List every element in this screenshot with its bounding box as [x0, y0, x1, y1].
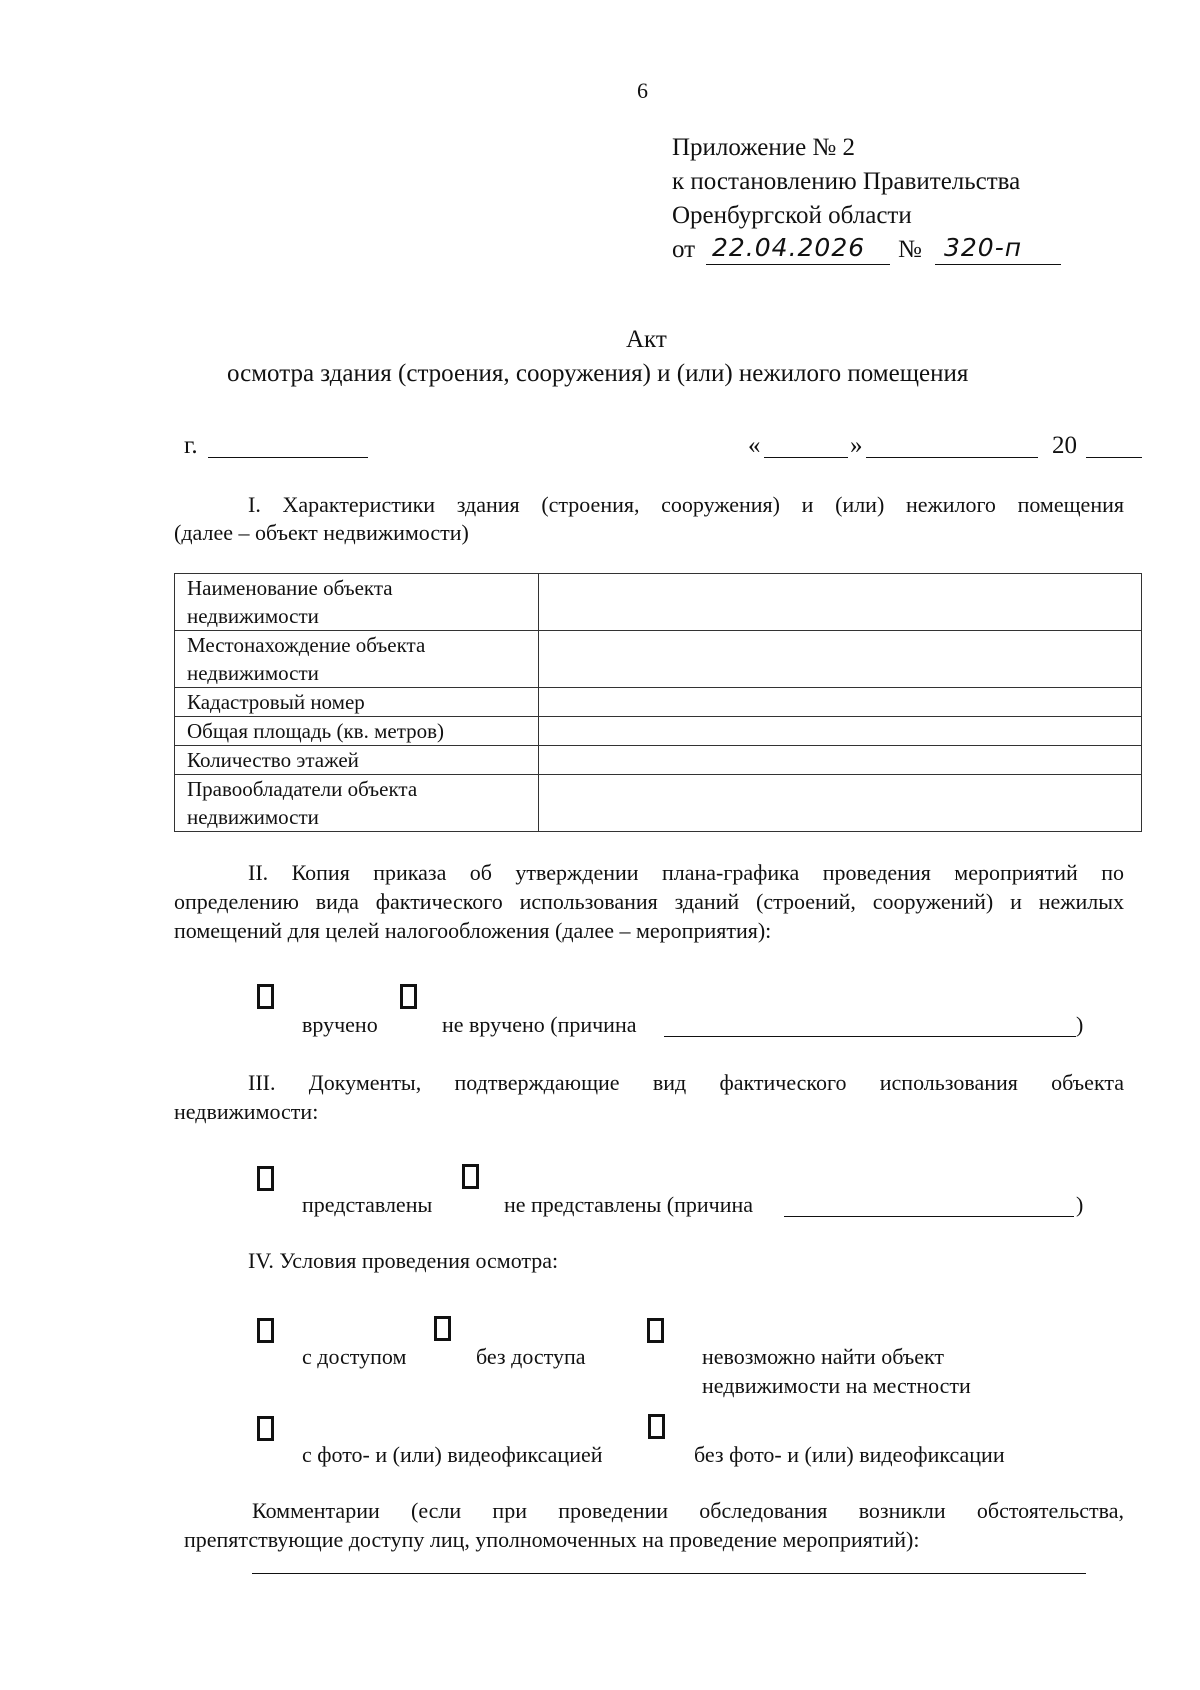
with-photo-label: с фото- и (или) видеофиксацией	[302, 1442, 603, 1467]
reason-close-paren: )	[1076, 1192, 1084, 1217]
section-3-heading: III. Документы, подтверждающие вид фактического использования объекта	[248, 1070, 1124, 1095]
city-field[interactable]	[208, 457, 368, 458]
quote-open: «	[748, 432, 761, 459]
date-underline	[706, 264, 890, 265]
appendix-line-2: к постановлению Правительства	[672, 168, 1021, 195]
section-4-heading: IV. Условия проведения осмотра:	[248, 1248, 559, 1273]
month-field[interactable]	[866, 457, 1038, 458]
handwritten-date: 22.04.2026	[712, 233, 866, 262]
without-access-checkbox[interactable]	[434, 1316, 451, 1341]
cannot-find-label-cont: недвижимости на местности	[702, 1373, 971, 1398]
not-handed-checkbox[interactable]	[400, 984, 417, 1009]
reason-field[interactable]	[784, 1216, 1074, 1217]
comments-heading-cont: препятствующие доступу лиц, уполномоченных на проведение мероприятий):	[184, 1527, 920, 1552]
year-prefix: 20	[1052, 432, 1077, 459]
section-1-heading-cont: (далее – объект недвижимости)	[174, 520, 469, 545]
document-subtitle: осмотра здания (строения, сооружения) и (или) нежилого помещения	[227, 360, 969, 387]
city-label: г.	[184, 432, 198, 459]
with-access-label: с доступом	[302, 1344, 407, 1369]
section-3-heading-cont: недвижимости:	[174, 1099, 319, 1124]
table-value-cell[interactable]	[539, 688, 1142, 717]
without-photo-checkbox[interactable]	[648, 1414, 665, 1439]
appendix-from-label: от	[672, 236, 696, 263]
comments-field[interactable]	[252, 1573, 1086, 1574]
appendix-line-1: Приложение № 2	[672, 134, 856, 161]
with-access-checkbox[interactable]	[257, 1318, 274, 1343]
table-row	[175, 688, 1142, 717]
table-label-cell: Общая площадь (кв. метров)	[175, 717, 539, 746]
section-1-heading: I. Характеристики здания (строения, сооружения) и (или) нежилого помещения	[248, 492, 1124, 517]
without-photo-label: без фото- и (или) видеофиксации	[694, 1442, 1005, 1467]
table-label-cell: Правообладатели объекта недвижимости	[175, 775, 539, 832]
characteristics-table	[174, 573, 1142, 832]
table-label-cell: Местонахождение объекта недвижимости	[175, 631, 539, 688]
year-field[interactable]	[1086, 457, 1142, 458]
table-row	[175, 717, 1142, 746]
not-submitted-label: не представлены (причина	[504, 1192, 754, 1217]
table-row	[175, 574, 1142, 631]
table-label-cell: Количество этажей	[175, 746, 539, 775]
quote-close: »	[850, 432, 863, 459]
section-2-heading-cont: определению вида фактического использования зданий (строений, сооружений) и нежилых	[174, 889, 1124, 914]
table-row	[175, 775, 1142, 832]
cannot-find-checkbox[interactable]	[647, 1318, 664, 1343]
document-title: Акт	[626, 326, 667, 353]
table-value-cell[interactable]	[539, 574, 1142, 631]
table-value-cell[interactable]	[539, 631, 1142, 688]
reason-field[interactable]	[664, 1036, 1076, 1037]
table-label-cell: Наименование объекта недвижимости	[175, 574, 539, 631]
submitted-label: представлены	[302, 1192, 433, 1217]
not-submitted-checkbox[interactable]	[462, 1164, 479, 1189]
cannot-find-label: невозможно найти объект	[702, 1344, 944, 1369]
section-2-heading-cont-2: помещений для целей налогообложения (далее – мероприятия):	[174, 918, 772, 943]
page-number: 6	[637, 78, 648, 103]
submitted-checkbox[interactable]	[257, 1166, 274, 1191]
table-row	[175, 631, 1142, 688]
table-value-cell[interactable]	[539, 746, 1142, 775]
table-value-cell[interactable]	[539, 775, 1142, 832]
table-row	[175, 746, 1142, 775]
table-value-cell[interactable]	[539, 717, 1142, 746]
with-photo-checkbox[interactable]	[257, 1416, 274, 1441]
not-handed-label: не вручено (причина	[442, 1012, 637, 1037]
number-underline	[935, 264, 1061, 265]
section-2-heading: II. Копия приказа об утверждении плана-графика проведения мероприятий по	[248, 860, 1124, 885]
reason-close-paren: )	[1076, 1012, 1084, 1037]
handwritten-number: 320-п	[944, 233, 1023, 262]
appendix-line-3: Оренбургской области	[672, 202, 912, 229]
table-label-cell: Кадастровый номер	[175, 688, 539, 717]
appendix-number-label: №	[898, 236, 922, 263]
without-access-label: без доступа	[476, 1344, 586, 1369]
handed-label: вручено	[302, 1012, 378, 1037]
handed-checkbox[interactable]	[257, 984, 274, 1009]
comments-heading: Комментарии (если при проведении обследования возникли обстоятельства,	[252, 1498, 1124, 1523]
day-field[interactable]	[764, 457, 848, 458]
